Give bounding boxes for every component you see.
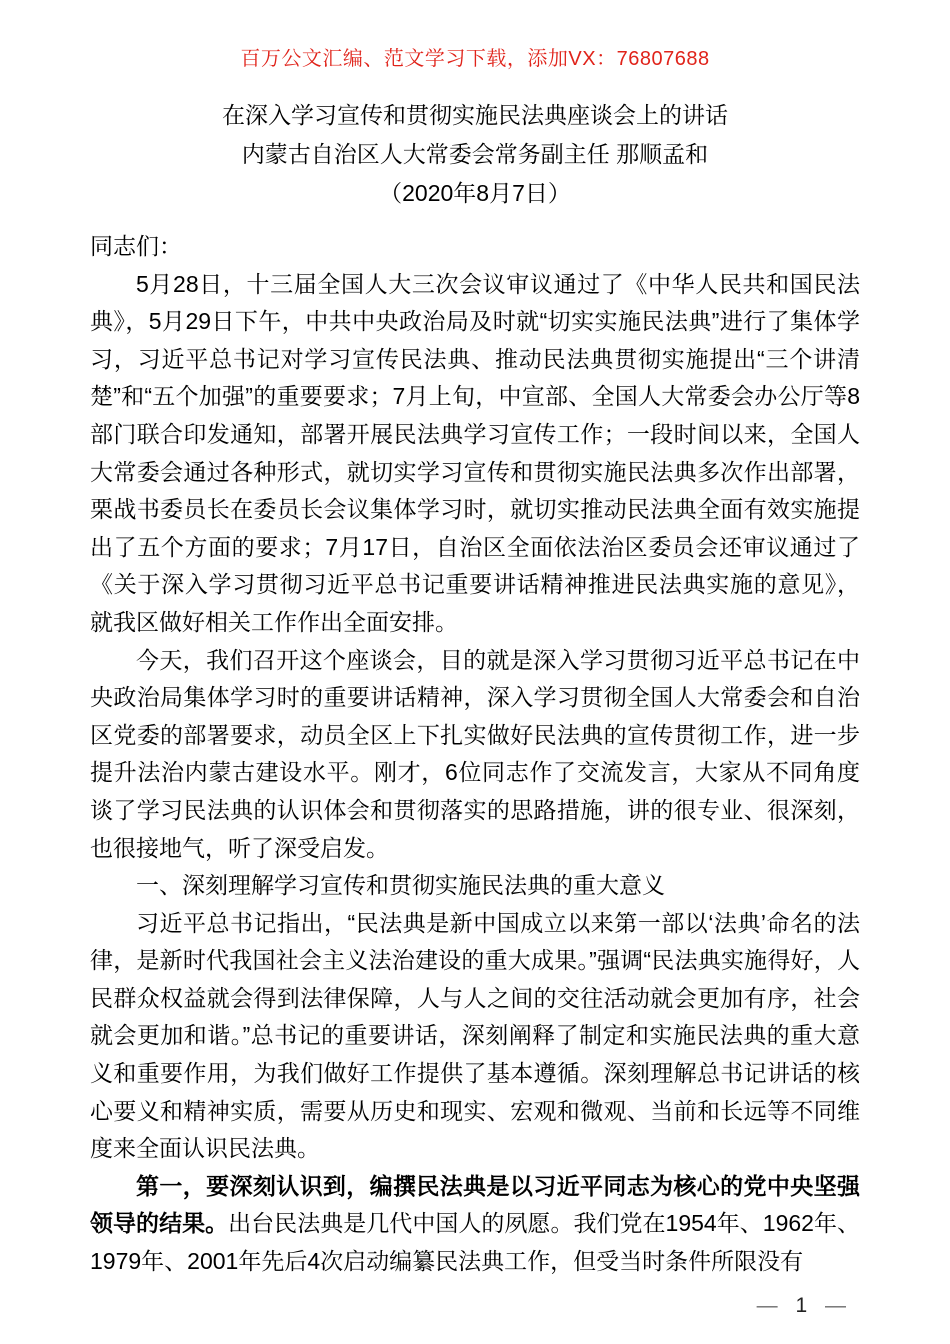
document-title: 在深入学习宣传和贯彻实施民法典座谈会上的讲话 (222, 102, 728, 128)
paragraph-bold-lead: 第一，要深刻认识到，编撰民法典是以习近平同志为核心的党中央坚强领导的结果。 (90, 1172, 860, 1237)
page-number-dash-left: — (756, 1294, 778, 1317)
page-number-dash-right: — (825, 1294, 846, 1317)
paragraph (90, 642, 860, 868)
document-body (90, 228, 860, 1281)
paragraph-text: 一、深刻理解学习宣传和贯彻实施民法典的重大意义 (136, 872, 665, 899)
paragraph-text: 今天，我们召开这个座谈会，目的就是深入学习贯彻习近平总书记在中央政治局集体学习时的重要讲话精神，深入学习贯彻全国人大常委会和自治区党委的部署要求，动员全区上下扎实做好民法典的宣传贯彻工作，进一步提升法治内蒙古建设水平。刚才，6位同志作了交流发言，大家从不同角度谈了学习民法典的认识体会和贯彻落实的思路措施，讲的很专业、很深刻，也很接地气，听了深受启发。 (90, 646, 860, 861)
document-author-line: 内蒙古自治区人大常委会常务副主任 那顺孟和 (241, 141, 709, 167)
page-number: 1 (795, 1294, 808, 1317)
paragraph (90, 867, 860, 905)
paragraph (90, 1168, 860, 1281)
paragraph (90, 905, 860, 1168)
paragraph (90, 228, 860, 266)
paragraph (90, 266, 860, 642)
paragraph-text: 5月28日，十三届全国人大三次会议审议通过了《中华人民共和国民法典》，5月29日下午，中共中央政治局及时就“切实实施民法典”进行了集体学习，习近平总书记对学习宣传民法典、推动民法典贯彻实施提出“三个讲清楚”和“五个加强”的重要要求；7月上旬，中宣部、全国人大常委会办公厅等8部门联合印发通知，部署开展民法典学习宣传工作；一段时间以来，全国人大常委会通过各种形式，就切实学习宣传和贯彻实施民法典多次作出部署，栗战书委员长在委员长会议集体学习时，就切实推动民法典全面有效实施提出了五个方面的要求；7月17日，自治区全面依法治区委员会还审议通过了《关于深入学习贯彻习近平总书记重要讲话精神推进民法典实施的意见》，就我区做好相关工作作出全面安排。 (90, 270, 860, 635)
document-date: （2020年8月7日） (379, 180, 571, 206)
paragraph-text: 同志们： (90, 233, 182, 259)
page-footer (753, 1294, 850, 1318)
paragraph-text: 出台民法典是几代中国人的夙愿。我们党在1954年、1962年、1979年、2001年先后4次启动编纂民法典工作，但受当时条件所限没有 (90, 1210, 860, 1275)
title-block (0, 96, 950, 213)
paragraph-text: 习近平总书记指出，“民法典是新中国成立以来第一部以‘法典’命名的法律，是新时代我国社会主义法治建设的重大成果。”强调“民法典实施得好，人民群众权益就会得到法律保障，人与人之间的交往活动就会更加有序，社会就会更加和谐。”总书记的重要讲话，深刻阐释了制定和实施民法典的重大意义和重要作用，为我们做好工作提供了基本遵循。深刻理解总书记讲话的核心要义和精神实质，需要从历史和现实、宏观和微观、当前和长远等不同维度来全面认识民法典。 (90, 909, 860, 1162)
watermark-notice: 百万公文汇编、范文学习下载，添加VX：76807688 (240, 48, 710, 70)
